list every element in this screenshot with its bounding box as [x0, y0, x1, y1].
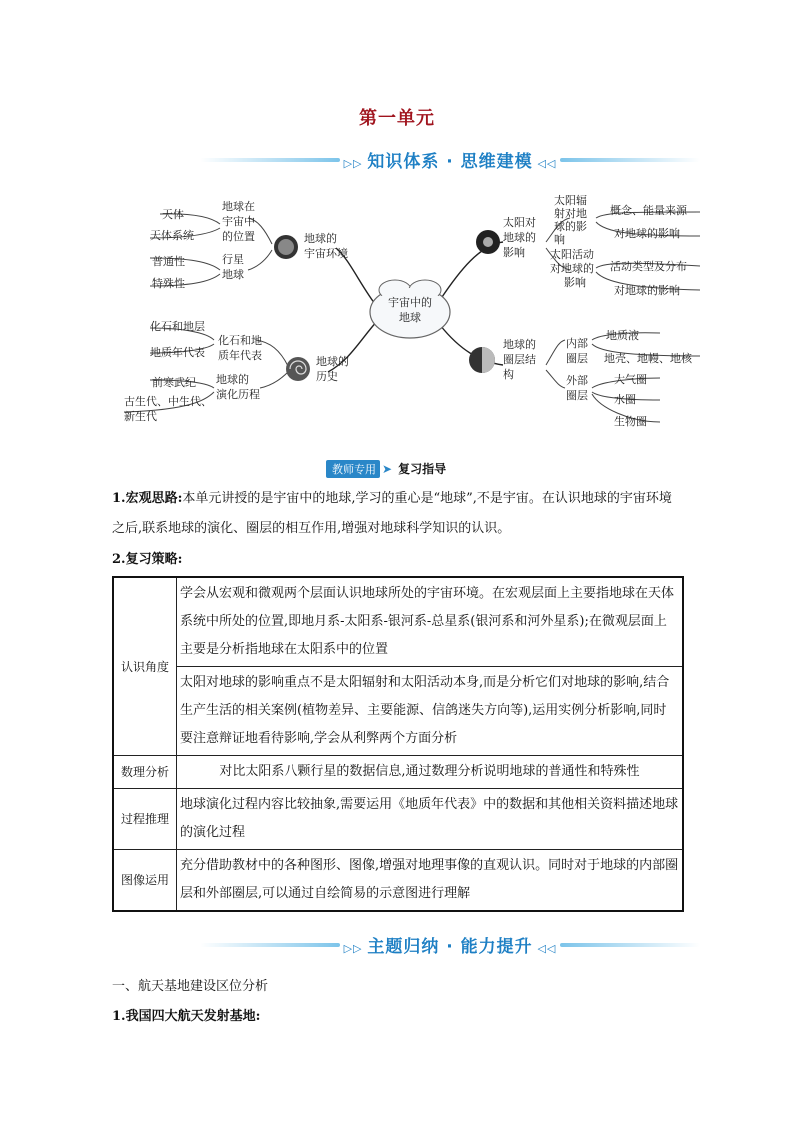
svg-text:地壳、地幔、地核: 地壳、地幔、地核 — [604, 352, 692, 365]
svg-text:对地球的影响: 对地球的影响 — [614, 284, 680, 297]
svg-text:影响: 影响 — [503, 246, 525, 259]
svg-text:地球的: 地球的 — [503, 231, 536, 244]
table-cell-text: 太阳对地球的影响重点不是太阳辐射和太阳活动本身,而是分析它们对地球的影响,结合生产生活的相关案例(植物差异、主要能源、信鸽迷失方向等),运用实例分析影响,同时要注意辩证地看待影响,学会从利弊两个方面分析 — [177, 667, 684, 756]
svg-text:地球在: 地球在 — [222, 200, 255, 213]
svg-text:质年代表: 质年代表 — [218, 349, 262, 362]
svg-text:新生代: 新生代 — [124, 410, 157, 423]
svg-text:演化历程: 演化历程 — [216, 388, 260, 401]
banner-title: 主题归纳 · 能力提升 — [367, 937, 533, 957]
svg-text:内部: 内部 — [566, 337, 588, 350]
svg-text:天体: 天体 — [162, 208, 184, 221]
paragraph-lead: 2.复习策略: — [112, 552, 183, 567]
svg-text:圈层: 圈层 — [566, 389, 588, 402]
svg-text:概念、能量来源: 概念、能量来源 — [610, 204, 687, 217]
svg-text:外部: 外部 — [566, 374, 588, 387]
center-label-2: 地球 — [399, 311, 421, 324]
svg-text:射对地: 射对地 — [554, 207, 587, 220]
svg-text:化石和地: 化石和地 — [218, 334, 262, 347]
svg-text:地质液: 地质液 — [606, 329, 639, 342]
section-heading: 一、航天基地建设区位分析 — [112, 979, 269, 994]
table-cell-text: 充分借助教材中的各种图形、图像,增强对地理事像的直观认识。同时对于地球的内部圈层和外部圈层,可以通过自绘简易的示意图进行理解 — [177, 850, 684, 912]
arrow-left-icon: ◁◁ — [532, 942, 557, 955]
teacher-tag: 教师专用 — [326, 460, 380, 478]
svg-text:地球的: 地球的 — [216, 373, 249, 386]
svg-text:对地球的: 对地球的 — [550, 262, 594, 275]
branch-env-label: 地球的 — [304, 232, 337, 245]
svg-text:构: 构 — [503, 368, 514, 381]
table-cell-category: 认识角度 — [113, 577, 177, 756]
svg-text:天体系统: 天体系统 — [150, 229, 194, 242]
center-label-1: 宇宙中的 — [388, 296, 432, 309]
table-cell-text: 学会从宏观和微观两个层面认识地球所处的宇宙环境。在宏观层面上主要指地球在天体系统中所处的位置,即地月系-太阳系-银河系-总星系(银河系和河外星系);在微观层面上主要是分析指地球在太阳系中的位置 — [177, 577, 684, 667]
paragraph-text: 本单元讲授的是宇宙中的地球,学习的重心是“地球”,不是宇宙。在认识地球的宇宙环境之后,联系地球的演化、圈层的相互作用,增强对地球科学知识的认识。 — [112, 491, 672, 536]
table-row — [113, 667, 683, 756]
svg-text:圈层: 圈层 — [566, 352, 588, 365]
table-cell-category: 数理分析 — [113, 756, 177, 789]
subsection-heading: 1.我国四大航天发射基地: — [112, 1009, 261, 1024]
svg-text:普通性: 普通性 — [152, 255, 185, 268]
table-row — [113, 577, 683, 667]
banner-title: 知识体系 · 思维建模 — [367, 152, 533, 172]
chevron-right-icon: ➤ — [382, 461, 393, 476]
table-cell-category: 过程推理 — [113, 789, 177, 850]
table-cell-text: 地球演化过程内容比较抽象,需要运用《地质年代表》中的数据和其他相关资料描述地球的演化过程 — [177, 789, 684, 850]
svg-text:地质年代表: 地质年代表 — [150, 346, 205, 359]
svg-text:历史: 历史 — [316, 370, 338, 383]
branch-sun-label: 太阳对 — [503, 216, 536, 229]
svg-text:活动类型及分布: 活动类型及分布 — [610, 260, 687, 273]
section-banner-knowledge — [200, 147, 700, 173]
svg-text:水圈: 水圈 — [614, 393, 636, 406]
table-row — [113, 850, 683, 912]
table-row — [113, 756, 683, 789]
paragraph-lead: 1.宏观思路: — [112, 491, 183, 506]
svg-text:圈层结: 圈层结 — [503, 353, 536, 366]
svg-text:行星: 行星 — [222, 253, 244, 266]
arrow-right-icon: ▷▷ — [343, 942, 368, 955]
center-node — [370, 280, 450, 338]
arrow-right-icon: ▷▷ — [343, 157, 368, 170]
svg-text:地球: 地球 — [222, 268, 244, 281]
svg-text:生物圈: 生物圈 — [614, 415, 647, 428]
svg-text:古生代、中生代、: 古生代、中生代、 — [124, 395, 212, 408]
table-row — [113, 789, 683, 850]
mind-map — [110, 190, 710, 435]
svg-text:太阳活动: 太阳活动 — [550, 248, 594, 261]
svg-text:球的影: 球的影 — [554, 220, 587, 233]
svg-text:化石和地层: 化石和地层 — [150, 320, 205, 333]
svg-text:宇宙环境: 宇宙环境 — [304, 247, 348, 260]
svg-text:大气圈: 大气圈 — [614, 373, 647, 386]
teacher-label: 复习指导 — [398, 462, 447, 476]
svg-text:响: 响 — [554, 233, 565, 246]
svg-text:对地球的影响: 对地球的影响 — [614, 227, 680, 240]
unit-title: 第一单元 — [359, 108, 435, 129]
teacher-note — [326, 458, 446, 476]
svg-text:的位置: 的位置 — [222, 230, 255, 243]
paragraph-macro — [112, 484, 684, 544]
section-banner-summary — [200, 932, 700, 958]
table-cell-text: 对比太阳系八颗行星的数据信息,通过数理分析说明地球的普通性和特殊性 — [177, 756, 684, 789]
svg-text:宇宙中: 宇宙中 — [222, 215, 255, 228]
arrow-left-icon: ◁◁ — [532, 157, 557, 170]
svg-text:太阳辐: 太阳辐 — [554, 194, 587, 207]
paragraph-strategy — [112, 545, 684, 575]
svg-text:影响: 影响 — [564, 276, 586, 289]
table-cell-category: 图像运用 — [113, 850, 177, 912]
svg-text:前寒武纪: 前寒武纪 — [152, 376, 196, 389]
branch-layer-label: 地球的 — [503, 338, 536, 351]
strategy-table — [112, 576, 684, 912]
branch-hist-label: 地球的 — [316, 355, 349, 368]
svg-text:特殊性: 特殊性 — [152, 277, 185, 290]
